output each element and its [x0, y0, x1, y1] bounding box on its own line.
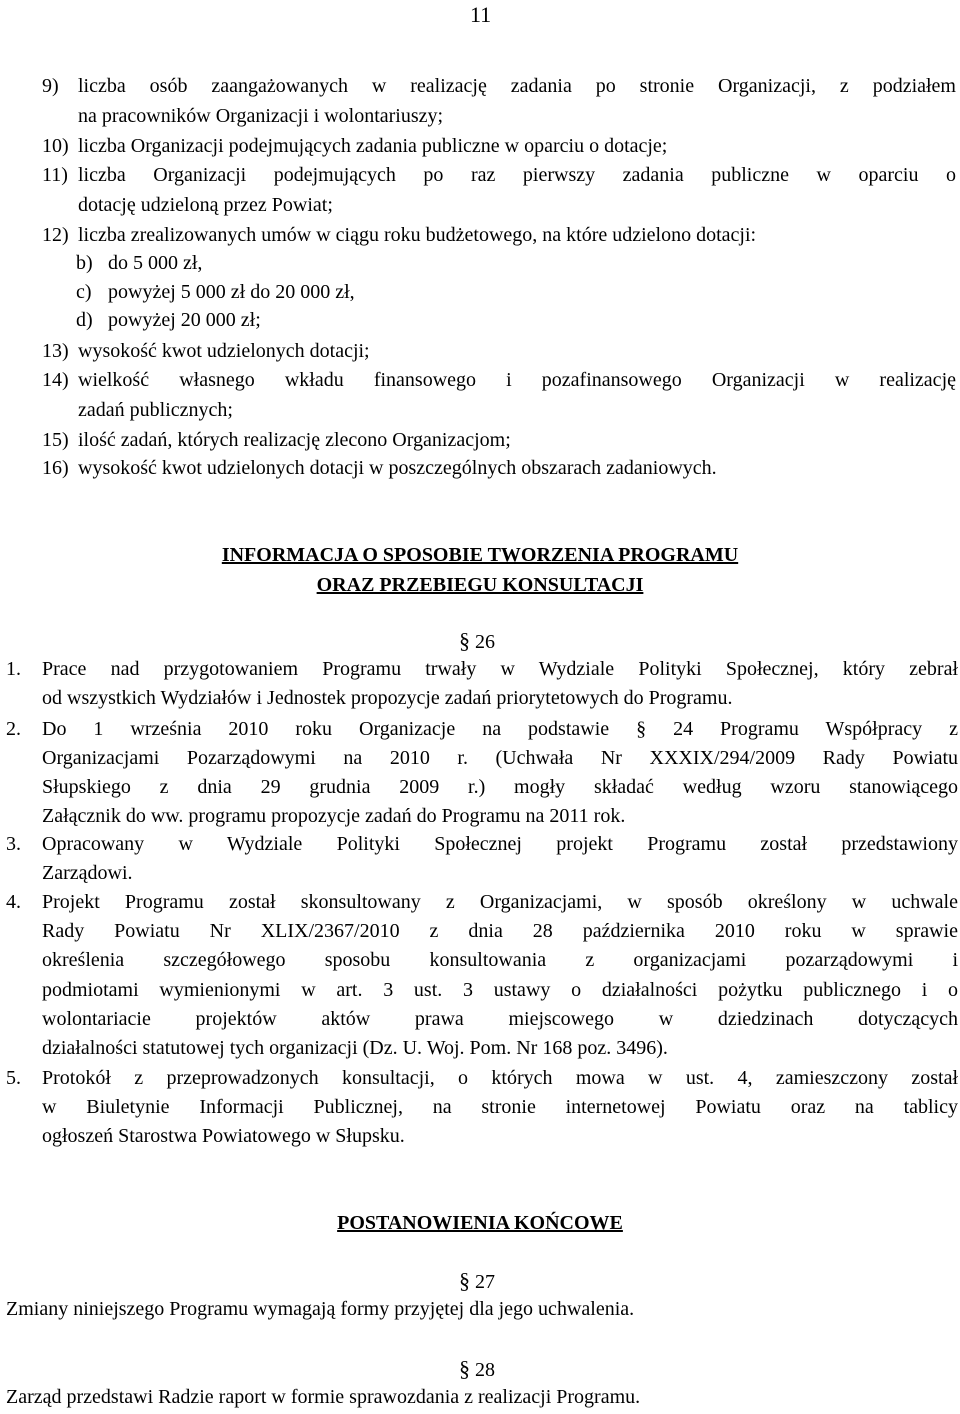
list-item-number: 15): [42, 429, 69, 451]
numbered-item-number: 2.: [6, 718, 21, 740]
numbered-item-text: Organizacjami Pozarządowymi na 2010 r. (Uchwała Nr XXXIX/294/2009 Rady Powiatu: [42, 747, 958, 769]
numbered-item-text: Opracowany w Wydziale Polityki Społecznej projekt Programu został przedstawiony: [42, 833, 958, 855]
list-item-number: 12): [42, 224, 69, 246]
list-item-number: 16): [42, 457, 69, 479]
numbered-item-text: działalności statutowej tych organizacji (Dz. U. Woj. Pom. Nr 168 poz. 3496).: [42, 1037, 668, 1059]
list-item-number: d): [76, 309, 93, 331]
numbered-item-text: Protokół z przeprowadzonych konsultacji, o których mowa w ust. 4, zamieszczony został: [42, 1067, 958, 1089]
numbered-item-text: od wszystkich Wydziałów i Jednostek propozycje zadań priorytetowych do Programu.: [42, 687, 733, 709]
list-item-text: powyżej 20 000 zł;: [108, 309, 261, 331]
page-number: 11: [470, 2, 492, 27]
section-heading-consultation-line1: INFORMACJA O SPOSOBIE TWORZENIA PROGRAMU: [221, 544, 739, 566]
list-item-text: wielkość własnego wkładu finansowego i pozafinansowego Organizacji w realizację: [78, 369, 956, 391]
list-item-number: 13): [42, 340, 69, 362]
list-item-text: ilość zadań, których realizację zlecono Organizacjom;: [78, 429, 511, 451]
list-item-number: 9): [42, 75, 59, 97]
numbered-item-text: określenia szczegółowego sposobu konsultowania z organizacjami pozarządowymi i: [42, 949, 958, 971]
numbered-item-text: Prace nad przygotowaniem Programu trwały w Wydziale Polityki Społecznej, który zebrał: [42, 658, 958, 680]
numbered-item-text: Załącznik do ww. programu propozycje zadań do Programu na 2011 rok.: [42, 805, 626, 827]
list-item-text: wysokość kwot udzielonych dotacji;: [78, 340, 370, 362]
list-item-text: liczba Organizacji podejmujących po raz pierwszy zadania publiczne w oparciu o: [78, 164, 956, 186]
numbered-item-text: Do 1 września 2010 roku Organizacje na podstawie § 24 Programu Współpracy z: [42, 718, 958, 740]
list-item-number: c): [76, 281, 92, 303]
numbered-item-text: podmiotami wymienionymi w art. 3 ust. 3 ustawy o działalności pożytku publicznego i o: [42, 979, 958, 1001]
list-item-text: liczba osób zaangażowanych w realizację zadania po stronie Organizacji, z podziałem: [78, 75, 956, 97]
list-item-number: 10): [42, 135, 69, 157]
section-sign: §: [459, 1268, 470, 1293]
list-item-text: wysokość kwot udzielonych dotacji w poszczególnych obszarach zadaniowych.: [78, 457, 717, 479]
paragraph-27-number: § 27: [459, 1268, 495, 1293]
list-item-text: liczba zrealizowanych umów w ciągu roku budżetowego, na które udzielono dotacji:: [78, 224, 757, 246]
list-item-text: powyżej 5 000 zł do 20 000 zł,: [108, 281, 355, 303]
section-heading-consultation-line2: ORAZ PRZEBIEGU KONSULTACJI: [316, 574, 644, 596]
section-sign: §: [459, 628, 470, 653]
list-item-text: do 5 000 zł,: [108, 252, 203, 274]
numbered-item-text: w Biuletynie Informacji Publicznej, na stronie internetowej Powiatu oraz na tablicy: [42, 1096, 958, 1118]
numbered-item-text: Projekt Programu został skonsultowany z Organizacjami, w sposób określony w uchwale: [42, 891, 958, 913]
paragraph-28-text: Zarząd przedstawi Radzie raport w formie sprawozdania z realizacji Programu.: [6, 1386, 641, 1408]
numbered-item-text: ogłoszeń Starostwa Powiatowego w Słupsku.: [42, 1125, 405, 1147]
numbered-item-text: Zarządowi.: [42, 862, 133, 884]
paragraph-26-number: § 26: [459, 628, 495, 653]
list-item-text: liczba Organizacji podejmujących zadania publiczne w oparciu o dotacje;: [78, 135, 668, 157]
list-item-text: na pracowników Organizacji i wolontariuszy;: [78, 105, 444, 127]
list-item-number: 14): [42, 369, 69, 391]
section-heading-final-provisions: POSTANOWIENIA KOŃCOWE: [337, 1212, 623, 1234]
numbered-item-number: 1.: [6, 658, 21, 680]
list-item-number: 11): [42, 164, 68, 186]
paragraph-27-text: Zmiany niniejszego Programu wymagają formy przyjętej dla jego uchwalenia.: [6, 1298, 635, 1320]
numbered-item-text: Słupskiego z dnia 29 grudnia 2009 r.) mogły składać według wzoru stanowiącego: [42, 776, 958, 798]
paragraph-28-number: § 28: [459, 1356, 495, 1381]
numbered-item-text: Rady Powiatu Nr XLIX/2367/2010 z dnia 28 października 2010 roku w sprawie: [42, 920, 958, 942]
numbered-item-number: 3.: [6, 833, 21, 855]
list-item-number: b): [76, 252, 93, 274]
list-item-text: dotację udzieloną przez Powiat;: [78, 194, 333, 216]
numbered-item-text: wolontariacie projektów aktów prawa miejscowego w dziedzinach dotyczących: [42, 1008, 958, 1030]
list-item-text: zadań publicznych;: [78, 399, 233, 421]
numbered-item-number: 4.: [6, 891, 21, 913]
numbered-item-number: 5.: [6, 1067, 21, 1089]
section-sign: §: [459, 1356, 470, 1381]
